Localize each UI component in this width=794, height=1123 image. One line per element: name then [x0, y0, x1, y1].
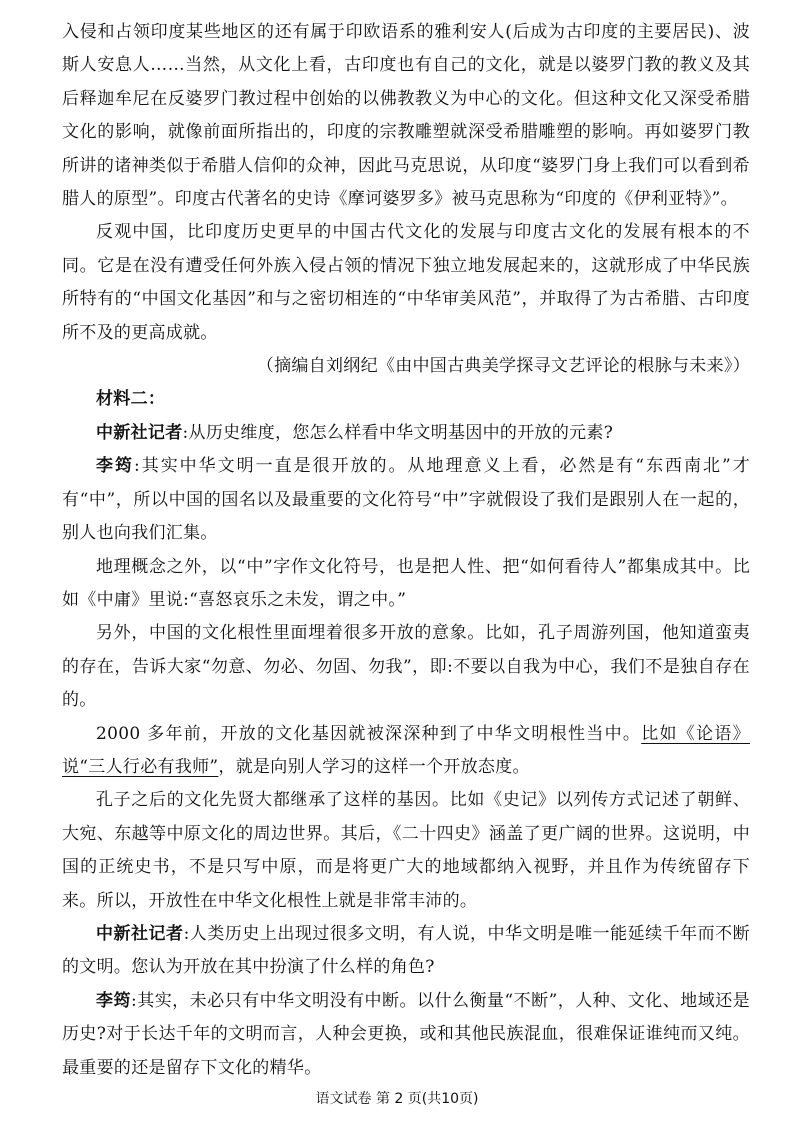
interviewee-speaker: 李筠	[96, 456, 134, 477]
answer-2-text: :其实，未必只有中华文明没有中断。以什么衡量“不断”，人种、文化、地域还是历史?对于长达千年的文明而言，人种会更换，或和其他民族混血，很难保证谁纯而又纯。最重要的还是留存下文化的精华。	[62, 990, 750, 1078]
material1-source: （摘编自刘纲纪《由中国古典美学探寻文艺评论的根脉与未来》）	[256, 356, 750, 377]
reporter-speaker: 中新社记者	[96, 422, 183, 443]
article-body	[62, 16, 750, 1085]
material1-paragraph-2: 反观中国，比印度历史更早的中国古代文化的发展与印度古文化的发展有根本的不同。它是在没有遭受任何外族入侵占领的情况下独立地发展起来的，这就形成了中华民族所特有的“中国文化基因”和与之密切相连的“中华审美风范”，并取得了为古希腊、古印度所不及的更高成就。	[62, 222, 750, 343]
interview-question-1	[62, 417, 750, 450]
interview-question-2	[62, 918, 750, 985]
question-1-text: :从历史维度，您怎么样看中华文明基因中的开放的元素?	[182, 422, 614, 443]
answer-1-text: :其实中华文明一直是很开放的。从地理意义上看，必然是有“东西南北”才有“中”，所以中国的国名以及最重要的文化符号“中”字就假设了我们是跟别人在一起的，别人也向我们汇集。	[62, 456, 750, 544]
paragraph-2000-part-c: ，就是向别人学习的这样一个开放态度。	[218, 756, 530, 777]
underlined-analects-quote: 比如《论语》说“三人行必有我师”	[62, 723, 750, 777]
interview-answer-1	[62, 450, 750, 550]
material1-paragraph-1: 入侵和占领印度某些地区的还有属于印欧语系的雅利安人(后成为古印度的主要居民)、波斯人安息人……当然，从文化上看，古印度也有自己的文化，就是以婆罗门教的教义及其后释迦牟尼在反婆罗门教过程中创始的以佛教教义为中心的文化。但这种文化又深受希腊文化的影响，就像前面所指出的，印度的宗教雕塑就深受希腊雕塑的影响。再如婆罗门教所讲的诸神类似于希腊人信仰的众神，因此马克思说，从印度“婆罗门身上我们可以看到希腊人的原型”。印度古代著名的史诗《摩诃婆罗多》被马克思称为“印度的《伊利亚特》”。	[62, 22, 750, 210]
reporter-speaker: 中新社记者	[96, 923, 184, 944]
page-footer: 语文试卷 第 2 页(共10页)	[315, 1091, 479, 1107]
paragraph-2000-years	[62, 718, 750, 785]
question-2-text: :人类历史上出现过很多文明，有人说，中华文明是唯一能延续千年而不断的文明。您认为开放在其中扮演了什么样的角色?	[62, 923, 750, 978]
paragraph-confucius-successors: 孔子之后的文化先贤大都继承了这样的基因。比如《史记》以列传方式记述了朝鲜、大宛、东越等中原文化的周边世界。其后，《二十四史》涵盖了更广阔的世界。这说明，中国的正统史书，不是只写中原，而是将更广大的地域都纳入视野，并且作为传统留存下来。所以，开放性在中华文化根性上就是非常丰沛的。	[62, 790, 750, 911]
paragraph-openness: 另外，中国的文化根性里面埋着很多开放的意象。比如，孔子周游列国，他知道蛮夷的存在，告诉大家“勿意、勿必、勿固、勿我”，即:不要以自我为中心，我们不是独自存在的。	[62, 623, 750, 711]
interviewee-speaker: 李筠	[96, 990, 131, 1011]
paragraph-2000-part-a: 2000 多年前，开放的文化基因就被深深种到了中华文明根性当中。	[96, 723, 642, 744]
paragraph-geography: 地理概念之外，以“中”字作文化符号，也是把人性、把“如何看待人”都集成其中。比如《中庸》里说:“喜怒哀乐之未发，谓之中。”	[62, 556, 750, 610]
material2-heading	[62, 383, 750, 416]
interview-answer-2	[62, 985, 750, 1085]
material2-label: 材料二：	[96, 389, 166, 410]
